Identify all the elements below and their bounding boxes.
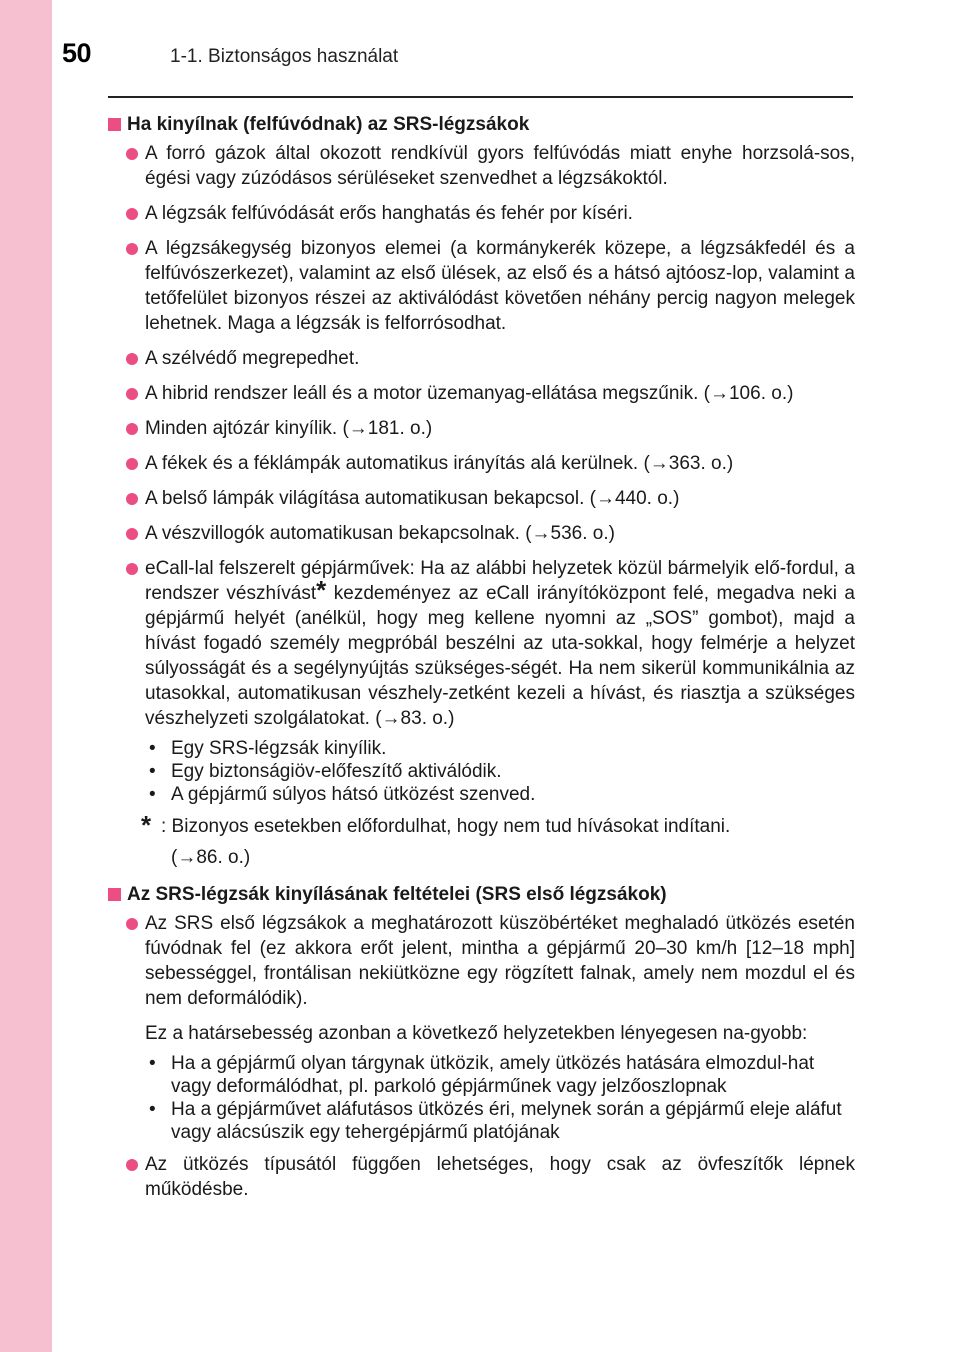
footnote: * : Bizonyos esetekben előfordulhat, hogy nem tud hívásokat indítani. (→86. o.): [141, 810, 731, 868]
paragraph: Ez a határsebesség azonban a következő helyzetekben lényegesen na-gyobb:: [145, 1023, 808, 1044]
ecall-item: eCall-lal felszerelt gépjárművek: Ha az alábbi helyzetek közül bármelyik elő-fordul, a rendszer vészhívást* kezdeményez az eCall irányítóközpont felé, megadva neki a gépjármű helyét (anélkül, hogy meg kellene nyomni az „SOS” gombot), majd a hívást fogadó személy megpróbál beszélni az uta-sokkal, hogy felmérje a helyzet súlyosságát és a segélynyújtás szükséges-ségét. Ha nem sikerül kommunikálnia az utasokkal, automatikusan vészhely-zetként kezeli a hívást, és riasztja a szükséges vészhelyzeti szolgálatokat. (→83. o.): [126, 556, 855, 731]
square-bullet-icon: [108, 888, 121, 901]
sub-list-item: • Egy biztonságiöv-előfeszítő aktiválódik.: [149, 761, 502, 782]
section-heading-2: Az SRS-légzsák kinyílásának feltételei (SRS első légzsákok): [108, 882, 855, 907]
sub-list-item: • Ha a gépjárművet aláfutásos ütközés éri, melynek során a gépjármű eleje aláfut vagy alácsúszik egy tehergépjármű platójának: [149, 1099, 842, 1143]
page-content: [108, 106, 855, 1212]
sub-list-item: • Egy SRS-légzsák kinyílik.: [149, 738, 387, 759]
list-item: A légzsák felfúvódását erős hanghatás és fehér por kíséri.: [126, 201, 855, 226]
list-item: Az ütközés típusától függően lehetséges, hogy csak az övfeszítők lépnek működésbe.: [126, 1152, 855, 1202]
sub-list-item: • A gépjármű súlyos hátsó ütközést szenved.: [149, 784, 536, 805]
list-item: A belső lámpák világítása automatikusan bekapcsol. (→440. o.): [126, 486, 855, 511]
circle-bullet-icon: [126, 1159, 138, 1171]
sub-list-item: • Ha a gépjármű olyan tárgynak ütközik, amely ütközés hatására elmozdul-hat vagy deformálódhat, pl. parkoló gépjárműnek vagy jelzőoszlopnak: [149, 1053, 815, 1097]
threshold-conditions: [145, 1052, 855, 1144]
chapter-title: 1-1. Biztonságos használat: [170, 46, 399, 67]
page-number: 50: [62, 38, 92, 68]
list-item: A forró gázok által okozott rendkívül gyors felfúvódás miatt enyhe horzsolá-sos, égési vagy zúzódásos sérüléseket szenvedhet a légzsákoktól.: [126, 141, 855, 191]
footnote-star: *: [316, 575, 327, 605]
list-item: A vészvillogók automatikusan bekapcsolnak. (→536. o.): [126, 521, 855, 546]
list-item: Az SRS első légzsákok a meghatározott küszöbértéket meghaladó ütközés esetén fúvódnak fel (ez akkora erőt jelent, mintha a gépjármű 20–30 km/h [12–18 mph] sebességgel, frontálisan nekiütközne egy rögzített falnak, amely nem mozdul el és nem deformálódik).: [126, 911, 855, 1011]
circle-bullet-icon: [126, 423, 138, 435]
list-item: A szélvédő megrepedhet.: [126, 346, 855, 371]
list-item: A hibrid rendszer leáll és a motor üzemanyag-ellátása megszűnik. (→106. o.): [126, 381, 855, 406]
list-item: A fékek és a féklámpák automatikus irányítás alá kerülnek. (→363. o.): [126, 451, 855, 476]
circle-bullet-icon: [126, 918, 138, 930]
section-heading-1: Ha kinyílnak (felfúvódnak) az SRS-légzsákok: [108, 112, 855, 137]
circle-bullet-icon: [126, 208, 138, 220]
circle-bullet-icon: [126, 148, 138, 160]
header-divider: [108, 96, 853, 98]
list-item: Minden ajtózár kinyílik. (→181. o.): [126, 416, 855, 441]
circle-bullet-icon: [126, 528, 138, 540]
ecall-conditions: [145, 737, 855, 806]
circle-bullet-icon: [126, 243, 138, 255]
page-sidebar: [0, 0, 52, 1352]
circle-bullet-icon: [126, 353, 138, 365]
list-item: A légzsákegység bizonyos elemei (a kormánykerék közepe, a légzsákfedél és a felfúvószerkezet), valamint az első ülések, az első és a hátsó ajtóosz-lop, valamint a tetőfelület bizonyos részei az aktiválódást követően néhány percig nagyon melegek lehetnek. Maga a légzsák is felforrósodhat.: [126, 236, 855, 336]
square-bullet-icon: [108, 118, 121, 131]
circle-bullet-icon: [126, 563, 138, 575]
circle-bullet-icon: [126, 493, 138, 505]
circle-bullet-icon: [126, 388, 138, 400]
circle-bullet-icon: [126, 458, 138, 470]
